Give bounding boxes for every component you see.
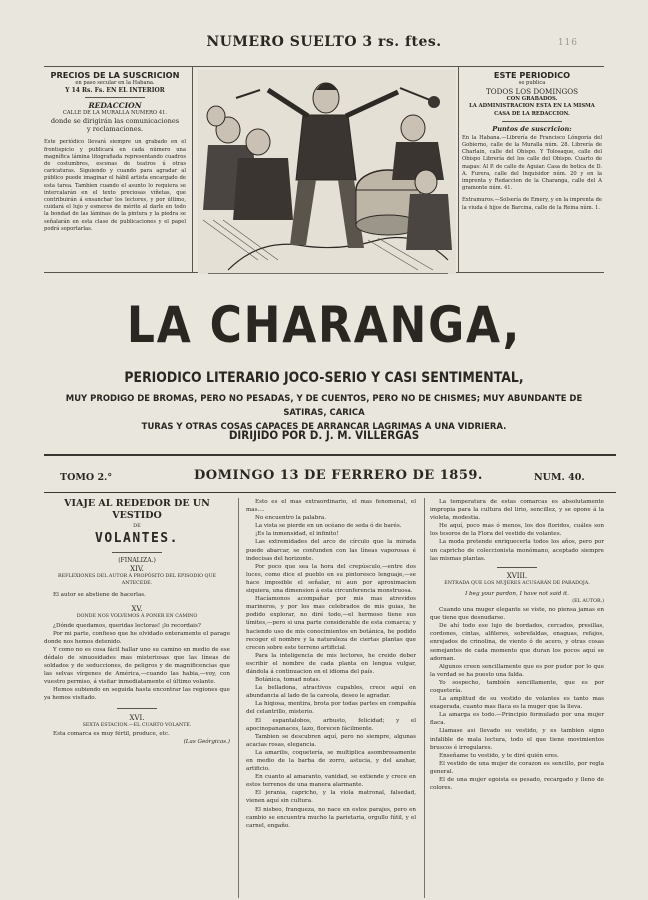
section-xv-p4: Hemos subiendo en seguida hasta encontrar las regiones que ya hemos visitado.: [44, 687, 230, 702]
publication-title: ESTE PERIODICO: [493, 70, 571, 80]
finaliza-label: (FINALIZA.): [118, 557, 156, 565]
section-xv-p3: Y como no es cosa fácil hallar uno su camino en medio de ese dédalo de sinuosidades mas misteriosas que las líneas de soldados y de seducciones, de peligros y de magnificencias que las selvas vírgenes de América,—cuando las habia,—voy, con vuestro permiso, á visitar inmediatamente el último volante.: [44, 646, 230, 686]
section-xv-p2: Por mi parte, confieso que he olvidado enteramente el parage donde nos hemos detenido.: [44, 630, 230, 645]
col2-p4: ¡Es la inmensidad, el infinito!: [255, 531, 339, 538]
subscription-title: PRECIOS DE LA SUSCRICION: [50, 70, 180, 80]
subscription-line-1: en paso secular en la Habana.: [75, 80, 155, 86]
subscription-points-text: En la Habana.—Librería de Francisco Lóngoria del Gobierno, calle de la Muralla núm. 28. Librería de Charlain, calle del Obispo. Y Tolosaque, calle del Obispo Librería del los calle del Obispo. Cuarto de mapas: Al P. de calle de Aguiar. Casa de botica de D. A. Furera, calle del Inquisidor núm. 20 y en la imprenta y Redaccion de la Charanga, calle del A gramonte núm. 41.: [462, 134, 602, 192]
col3-p11: Enseñame tu vestido, y te diré quién eres.: [439, 752, 559, 759]
redaccion-heading: REDACCION: [88, 101, 142, 111]
masthead-title: LA CHARANGA,: [126, 296, 522, 354]
col3-p2: He aquí, poco mas ó menos, los dos floridos, cuáles son los tesoros de la Flora del vestido de volantes.: [430, 523, 604, 538]
communications-line: donde se dirigirán las comunicaciones: [50, 117, 180, 126]
section-xviii-heading: ENTRADA QUE LOS MUJERES ACUSARÁN DE PARADOJA.: [444, 580, 590, 586]
masthead-subtitle: PERIODICO LITERARIO JOCO-SERIO Y CASI SENTIMENTAL,: [124, 370, 524, 386]
col3-p6: Algunos creen sencillamente que es por pudor por lo que la verdad se ha puesto una falda.: [430, 663, 604, 678]
col3-p3: La moda pretende enriquecerla todos los años, pero por un capricho de coleccionista monómano, aceptado siempre las mismas plantas.: [430, 539, 604, 562]
section-xviii-epigraph-source: (EL AUTOR.): [572, 598, 604, 604]
col2-p5: Las extremidades del arco de círculo que la mirada puede abarcar, se confunden con las líneas vaporosas é indecisas del horizonte.: [246, 539, 416, 562]
section-xvi-epigraph-source: (Las Geórgicas.): [183, 738, 230, 745]
col2-p7: Hacíamonos acompañar por mis mas atrevidos marineros, y por los mas celebrados de mis guias, he podido explorar, no diré todo,—el hermoso tiene sus límites,—pero si una parte considerable de esta comarca; y haciendo uso de mis conocimientos en botánica, he podido recoger el nombre y la naturaleza de ciertas plantas que crecen sobre este terreno artificial.: [246, 596, 416, 651]
col3-p9: La amarga es todo.—Principio formulado por una mujer flaca.: [430, 712, 604, 727]
subscription-line-2: Y 14 Rs. Fs. EN EL INTERIOR: [65, 87, 165, 95]
section-xvi-heading: SEXTA ESTACION.—EL CUARTO VOLANTE.: [82, 722, 192, 728]
col2-p10: La belladona, atractivos cupables, crece aquí en abundancia al lado de la careola, deseo le agradar.: [246, 685, 416, 700]
frontispiece-engraving: [198, 70, 456, 274]
col2-p6: Por poco que sea la hora del crepúsculo,—entre dos luces, como dice el pueblo en su pintoresco lenguaje,—se hace imposible el señalar, ni aun por aproximacion siquiera, una dimension á esta circunferencia monstruosa.: [246, 563, 416, 595]
section-xv-p1: ¿Dónde quedamos, queridas lectoras! ¡lo recordais?: [53, 622, 201, 629]
issue-date: DOMINGO 13 DE FERRERO DE 1859.: [194, 468, 483, 483]
section-xiv: XIV.: [130, 565, 144, 574]
dateline-bar: [44, 454, 616, 493]
page-mark: 116: [557, 38, 578, 48]
publication-line-1: se publica: [518, 80, 546, 86]
article-title-de: DE: [133, 523, 141, 529]
col2-p1: Esto es el mas extraordinario, el mas fenomenal, el mas....: [246, 499, 416, 514]
col2-p3: La vista se pierde en un océano de seda ó de barés.: [255, 523, 402, 530]
tagline-line-1: MUY PRODIGO DE BROMAS, PERO NO PESADAS, Y DE CUENTOS, PERO NO DE CHISMES; MUY ABUNDANTE DE SATIRAS, CARICA: [65, 393, 583, 418]
subscription-points-heading: Puntos de suscricion:: [492, 124, 572, 133]
section-xv-heading: DONDE NOS VOLVEMOS Á PONER EN CAMINO: [76, 614, 198, 620]
subscription-points-extramuros: Extramuros.—Solsería de Emery, y en la imprenta de la viuda é hijos de Barcina, calle de la Reina núm. 1.: [462, 197, 602, 211]
col3-p8: La amplitud de su vestido de volantes es tanto mas exagerada, cuanto mas flaca es la muger que la lleva.: [430, 696, 604, 711]
subscription-prices-box: [44, 70, 186, 233]
article-title-line-2: VOLANTES.: [95, 531, 179, 547]
section-xvi-epigraph: Esta comarca es muy fértil, produce, etc.: [53, 730, 170, 737]
col2-p12: El espantalobos, arbusto, felicidad; y el apocinopananaces, lazo, florecen fácilmente.: [246, 717, 416, 732]
article-title-line-1: VIAJE AL REDEDOR DE UN VESTIDO: [64, 498, 210, 521]
col2-p16: El jerania, capricho, y la viola matronal, falsedad, vienen aquí sin cultura.: [246, 790, 416, 805]
tagline-line-2: TURAS Y OTRAS COSAS CAPACES DE ARRANCAR LAGRIMAS A UNA VIDRIERA.: [141, 421, 507, 432]
section-xiv-heading: REFLEXIONES DEL AUTOR Á PROPÓSITO DEL EPISODIO QUE ANTECEDE.: [57, 574, 217, 587]
col2-p8: Para la inteligencia de mis lectores, he creido deber escribir el nombre de cada planta en lengua vulgar, dándola á continuacion en el idioma del país.: [246, 652, 416, 675]
section-xv: XV.: [131, 605, 143, 614]
col3-p4: Cuando una muger elegante se viste, no piensa jamas en que tiene que desnudarse.: [430, 607, 604, 622]
section-xvi: XVI.: [129, 713, 145, 722]
section-xviii: XVIII.: [506, 571, 528, 580]
issue-number: NUM. 40.: [534, 472, 585, 483]
col3-p1: La temperatura de estas comarcas es absolutamente impropia para la cultura del lirio, sencillez, y se opone á la violeta, modestia.: [430, 499, 604, 522]
col3-p10: Llamase asi llevado su vestido, y es tambien signo infalible de mala lectura, todo el que tiene movimientos bruscos é irregulares.: [430, 728, 604, 751]
col2-p9: Botánica, tomad notas.: [255, 677, 321, 684]
publication-info-box: [462, 70, 602, 212]
col2-p15: En cuanto al amaranto, vanidad, se extiende y crece en estos terrenos de una manera alarmante.: [246, 774, 416, 789]
section-xiv-text: El autor se abstiene de hacerlas.: [53, 592, 146, 599]
col3-p12: El vestido de una mujer de corazon es sencillo, por regla general.: [430, 760, 604, 775]
col2-p14: La amarilis, coquetería, se multiplica asombrosamente en medio de la barba de zorro, astucia, y del azahar, artificio.: [246, 749, 416, 773]
claims-line: y reclamaciones.: [86, 125, 144, 134]
column-3: [430, 498, 604, 792]
single-issue-price: NUMERO SUELTO 3 rs. ftes.: [206, 34, 442, 50]
col2-p17: El nisbeo, franqueza, no nace en estos parajes, pero en cambio se encuentra mucho la parietaria, orgullo fútil, y el carnel, engaño.: [246, 806, 416, 829]
col3-p5: De ahí todo ese lujo de bordados, cercados, presillas, cordones, cintas, alfileres, sobrefaldas, enaguas, refajos, enrejados de crinolina, de viento ó de acero, y otras cosas semejantes de cada momento que duran los pocos aquí se adornan.: [430, 623, 604, 662]
col2-p13: Tambien se descubren aquí, pero no siempre, algunas acacias rosas, elegancia.: [246, 733, 416, 748]
section-xviii-epigraph: I beg your pardon, I have not said it.: [465, 590, 569, 597]
redaccion-address: CALLE DE LA MURALLA NUMERO 41.: [62, 110, 168, 117]
col2-p11: La hiqiosa, mentira, brota por todas partes en compañía del celantrillo, misterio.: [246, 701, 416, 716]
column-1: [44, 498, 230, 746]
publication-line-2: TODOS LOS DOMINGOS: [485, 87, 579, 97]
col3-p13: El de una mujer egoista es pesado, recargado y lleno de colores.: [430, 777, 604, 792]
publication-line-3: CON GRABADOS.: [506, 96, 558, 103]
publication-line-4: LA ADMINISTRACION ESTA EN LA MISMA CASA DE LA REDACCION.: [469, 103, 595, 117]
column-2: [246, 498, 416, 830]
prospectus-text: Este periódico llevará siempre un grabado en el frontispicio y publicará en cada número una magnífica lámina litografiada representando cuadros de costumbres, escenas de teatros ú otras caricaturas. Siguiendo y cuando para agradar al público puede imaginar el hábil artista encargado de esta tarea. Tambien cuando el asunto lo requiera se intercalarán en el texto preciosas viñetas, que contribuirán á ensanchar los lectores, y por último, cuidará el lujo y esmeros de mérito al darle en todo la bondad de las láminas de la pintura y la piedra se señalarán en esta clase de publicaciones y el papel podrá soportarlas.: [44, 139, 186, 232]
tomo-label: TOMO 2.°: [60, 472, 113, 483]
col2-p2: No encuentro la palabra.: [255, 515, 326, 522]
col3-p7: Yo sospecho, también sencillamente, que es por coquetería.: [430, 679, 604, 694]
masthead-director: DIRIJIDO POR D. J. M. VILLERGAS: [228, 428, 420, 442]
